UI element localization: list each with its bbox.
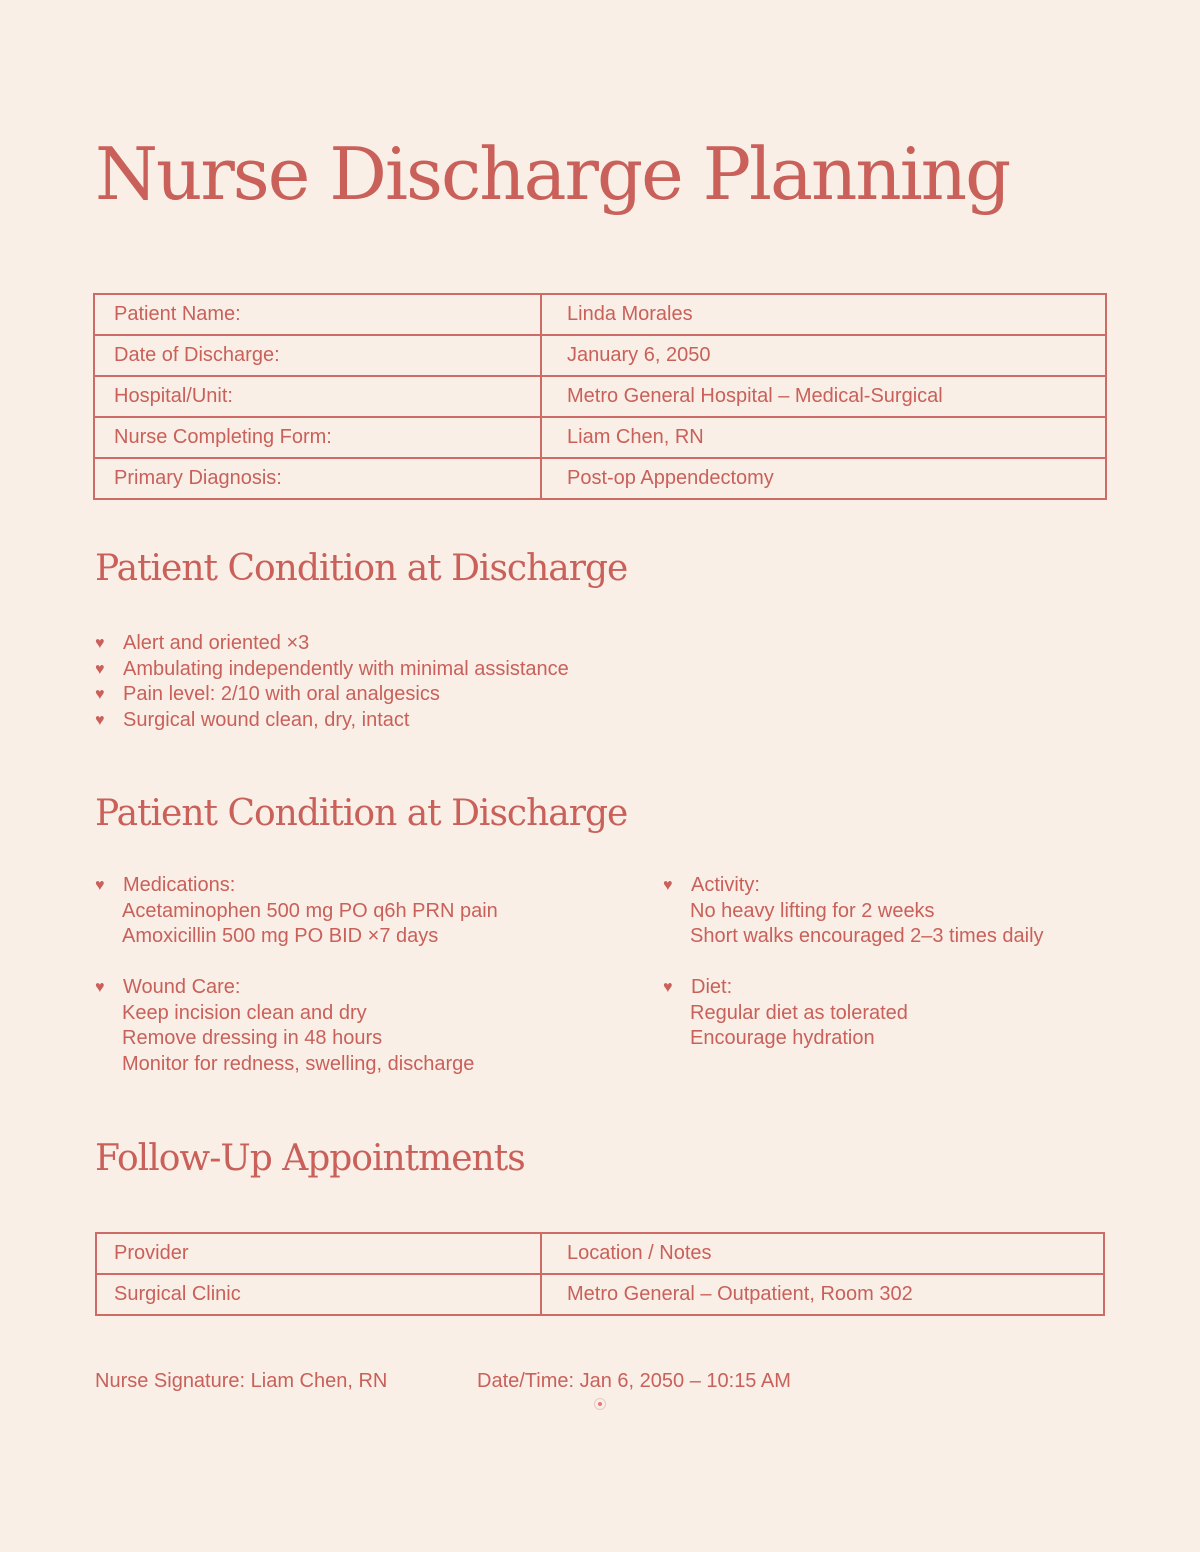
signature-datetime: Date/Time: Jan 6, 2050 – 10:15 AM <box>477 1370 791 1392</box>
table-row <box>94 335 1106 376</box>
list-item: ♥ Alert and oriented ×3 <box>95 631 569 657</box>
wound-care-line: Remove dressing in 48 hours <box>122 1027 383 1050</box>
diet-line: Encourage hydration <box>690 1027 875 1050</box>
hospital-unit-value: Metro General Hospital – Medical-Surgical <box>541 376 1106 417</box>
activity-line: Short walks encouraged 2–3 times daily <box>690 925 1044 948</box>
heart-icon: ♥ <box>663 877 673 894</box>
heart-icon: ♥ <box>95 877 105 894</box>
location-column-header: Location / Notes <box>541 1233 1104 1274</box>
followup-heading: Follow-Up Appointments <box>95 1138 525 1179</box>
hospital-unit-label: Hospital/Unit: <box>94 376 541 417</box>
activity-block <box>663 873 1044 950</box>
table-row <box>94 458 1106 499</box>
nurse-label: Nurse Completing Form: <box>94 417 541 458</box>
cursor-dot-icon <box>594 1398 606 1410</box>
diet-label: Diet: <box>691 976 733 998</box>
activity-label: Activity: <box>691 874 760 896</box>
discharge-date-label: Date of Discharge: <box>94 335 541 376</box>
medications-block <box>95 873 498 950</box>
heart-icon: ♥ <box>95 635 105 652</box>
location-cell: Metro General – Outpatient, Room 302 <box>541 1274 1104 1315</box>
table-row <box>94 417 1106 458</box>
patient-name-label: Patient Name: <box>94 294 541 335</box>
table-row <box>94 294 1106 335</box>
list-item: ♥ Ambulating independently with minimal assistance <box>95 657 569 683</box>
wound-care-line: Keep incision clean and dry <box>122 1001 367 1024</box>
provider-cell: Surgical Clinic <box>96 1274 541 1315</box>
list-item: ♥ Surgical wound clean, dry, intact <box>95 708 569 734</box>
instructions-heading: Patient Condition at Discharge <box>95 793 628 834</box>
condition-list <box>95 631 569 733</box>
page-title: Nurse Discharge Planning <box>95 132 1010 216</box>
medication-line: Amoxicillin 500 mg PO BID ×7 days <box>122 925 439 948</box>
list-item: ♥ Pain level: 2/10 with oral analgesics <box>95 682 569 708</box>
table-row <box>94 376 1106 417</box>
condition-heading: Patient Condition at Discharge <box>95 548 628 589</box>
wound-care-label: Wound Care: <box>123 976 241 998</box>
diagnosis-value: Post-op Appendectomy <box>541 458 1106 499</box>
diagnosis-label: Primary Diagnosis: <box>94 458 541 499</box>
activity-line: No heavy lifting for 2 weeks <box>690 899 935 922</box>
heart-icon: ♥ <box>95 660 105 678</box>
heart-icon: ♥ <box>95 686 105 704</box>
diet-line: Regular diet as tolerated <box>690 1001 908 1024</box>
heart-icon: ♥ <box>95 979 105 996</box>
diet-block <box>663 975 908 1052</box>
heart-icon: ♥ <box>663 979 673 996</box>
wound-care-line: Monitor for redness, swelling, discharge <box>122 1052 475 1075</box>
patient-name-value: Linda Morales <box>541 294 1106 335</box>
patient-info-table <box>93 293 1107 500</box>
provider-column-header: Provider <box>96 1233 541 1274</box>
table-header-row <box>96 1233 1104 1274</box>
table-row <box>96 1274 1104 1315</box>
nurse-value: Liam Chen, RN <box>541 417 1106 458</box>
medications-label: Medications: <box>123 874 236 896</box>
medication-line: Acetaminophen 500 mg PO q6h PRN pain <box>122 899 498 922</box>
followup-table <box>95 1232 1105 1316</box>
heart-icon: ♥ <box>95 711 105 729</box>
nurse-signature: Nurse Signature: Liam Chen, RN <box>95 1370 388 1392</box>
wound-care-block <box>95 975 474 1077</box>
discharge-date-value: January 6, 2050 <box>541 335 1106 376</box>
